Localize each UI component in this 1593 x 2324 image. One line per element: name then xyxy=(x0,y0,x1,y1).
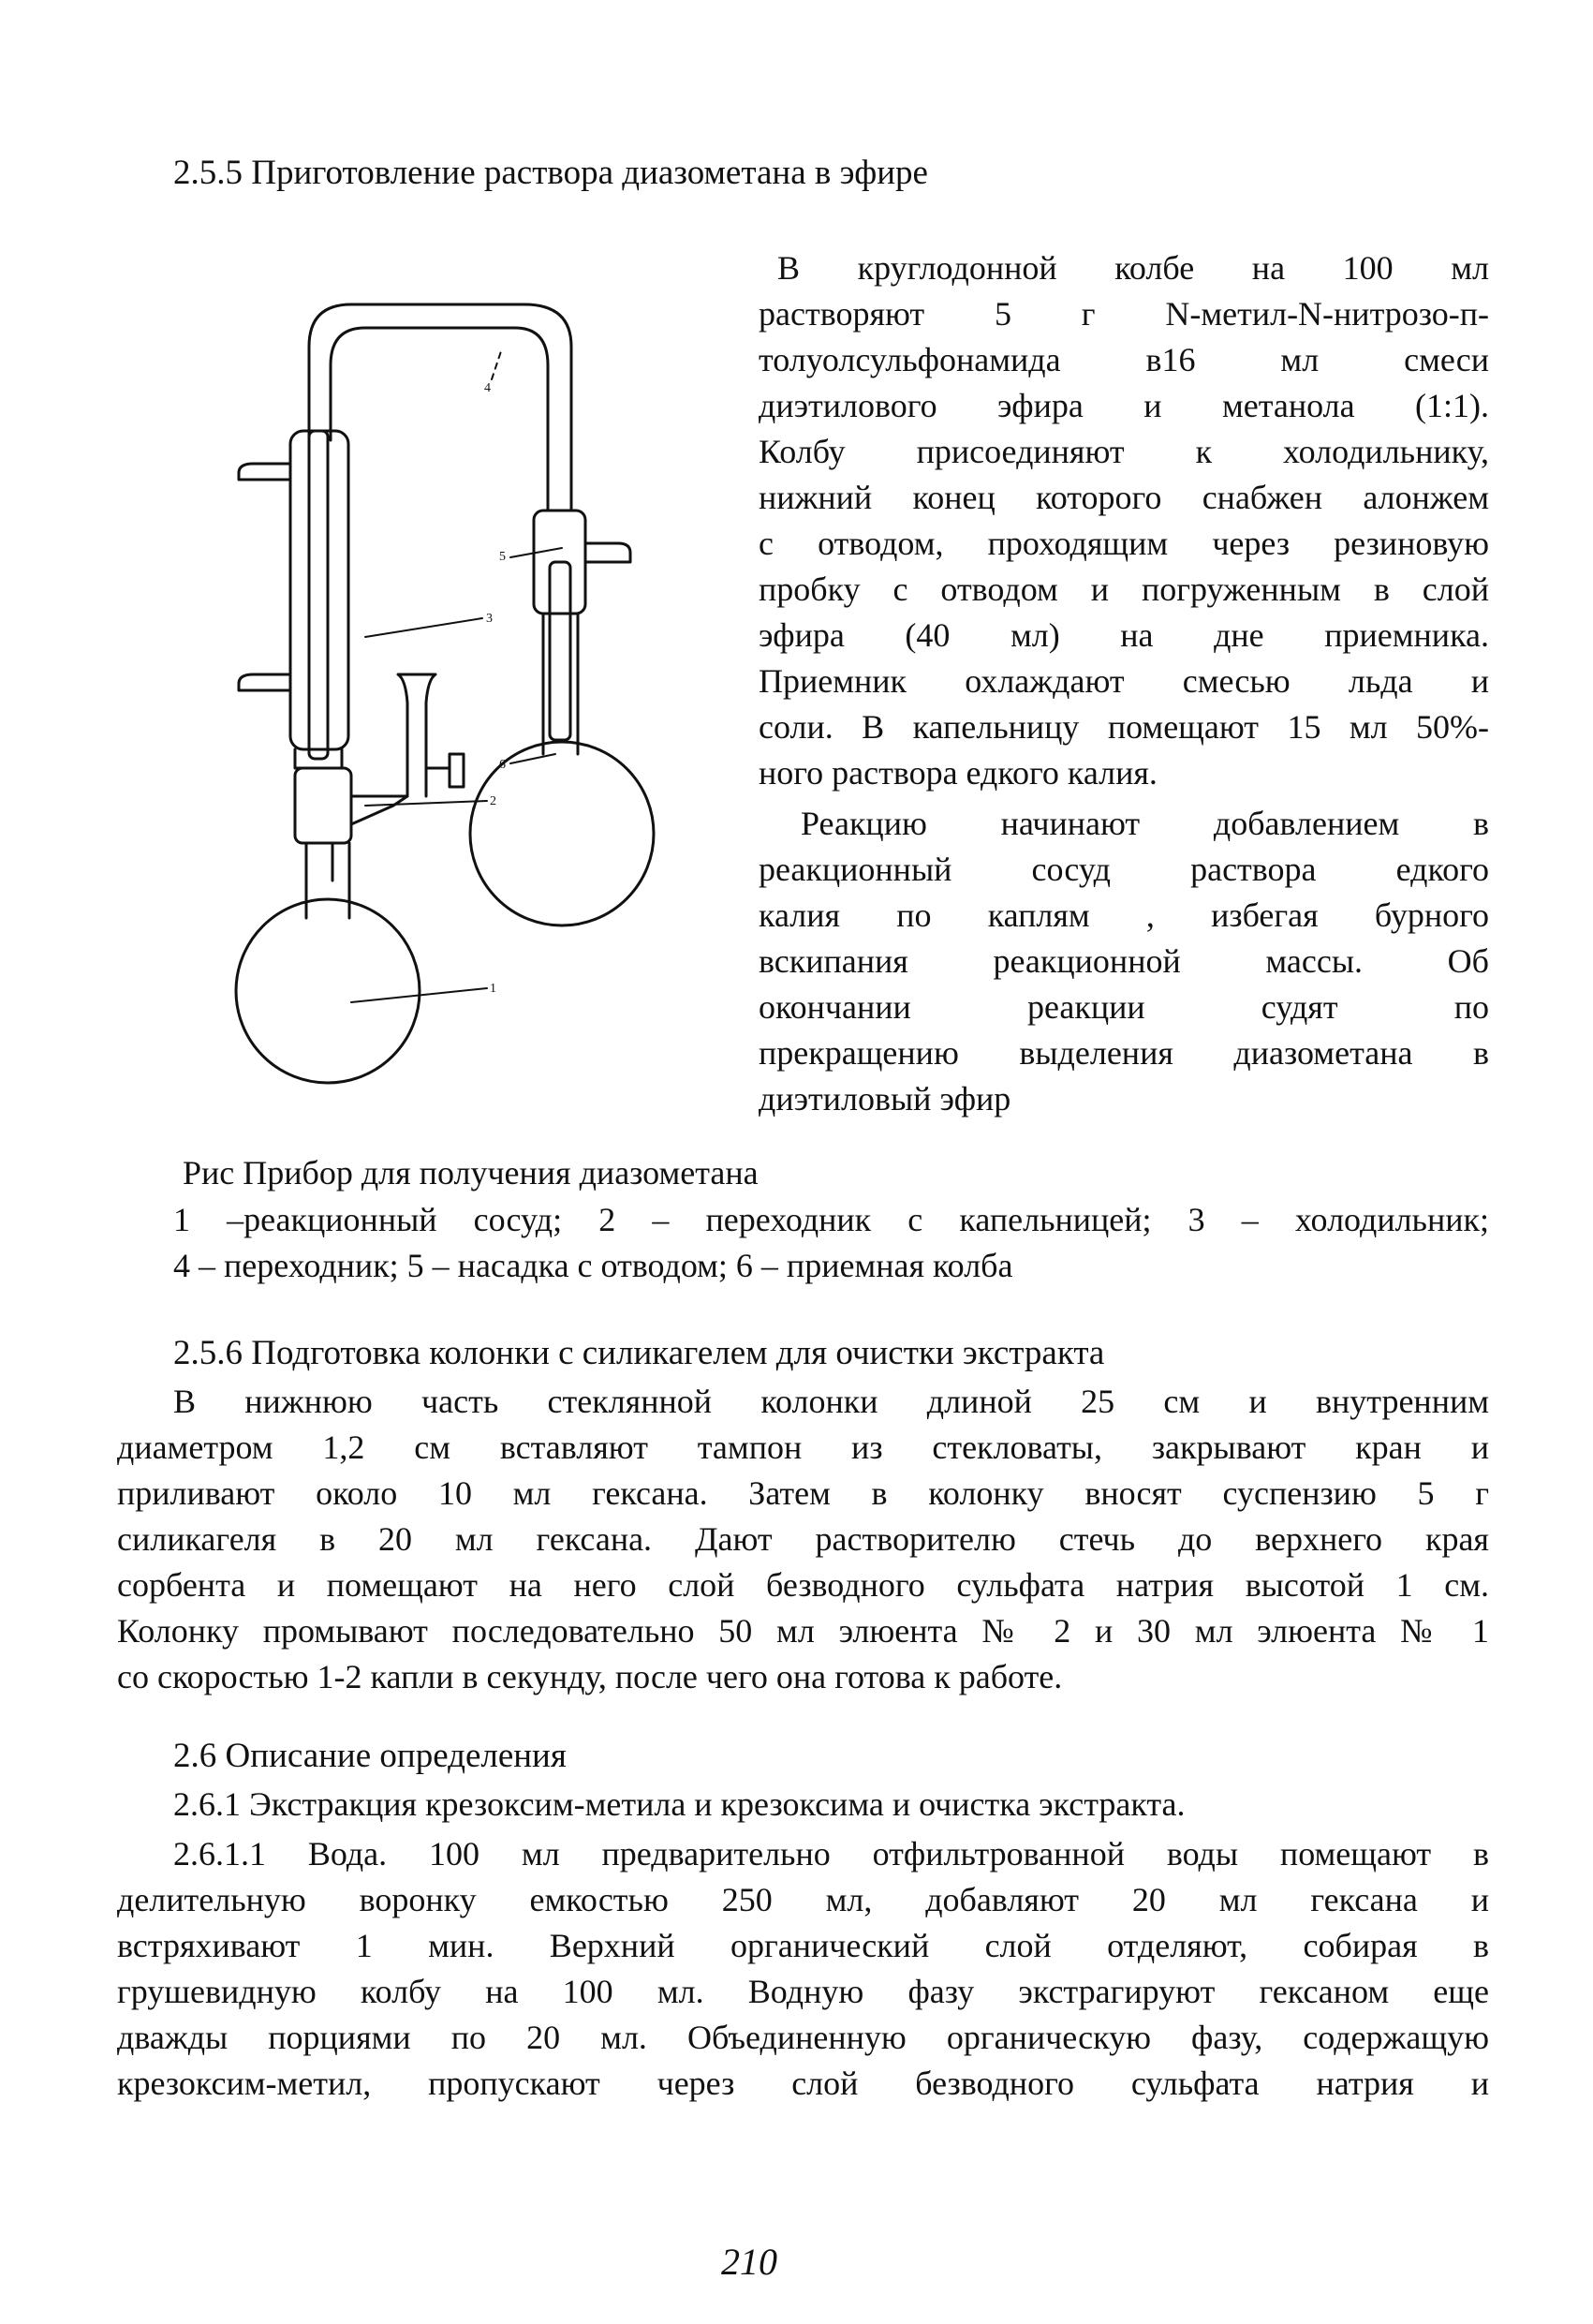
text-line: В круглодонной колбе на 100 мл xyxy=(777,249,1489,287)
text-line: со скоростью 1-2 капли в секунду, после чего она готова к работе. xyxy=(117,1658,1063,1695)
leader-line xyxy=(510,548,562,557)
text-line: окончании реакции судят по xyxy=(759,988,1489,1026)
text-line: Колонку промывают последовательно 50 мл элюента № 2 и 30 мл элюента № 1 xyxy=(117,1612,1489,1650)
text-line: грушевидную колбу на 100 мл. Водную фазу экстрагируют гексаном еще xyxy=(117,1973,1489,2010)
figure-caption: Рис Прибор для получения диазометана xyxy=(183,1154,759,1192)
leader-line xyxy=(365,801,487,806)
section-title-2-5-6: 2.5.6 Подготовка колонки с силикагелем для очистки экстракта xyxy=(173,1334,1105,1372)
text-line: 2.6.1.1 Вода. 100 мл предварительно отфильтрованной воды помещают в xyxy=(173,1835,1489,1873)
text-line: нижний конец которого снабжен алонжем xyxy=(759,479,1489,516)
text-line: с отводом, проходящим через резиновую xyxy=(759,525,1489,562)
text-line: диаметром 1,2 см вставляют тампон из стекловаты, закрывают кран и xyxy=(117,1428,1489,1466)
text-line: силикагеля в 20 мл гексана. Дают растворителю стечь до верхнего края xyxy=(117,1520,1489,1558)
apparatus-diagram xyxy=(201,281,726,1105)
text-line: реакционный сосуд раствора едкого xyxy=(759,851,1489,888)
text-line: крезоксим-метил, пропускают через слой безводного сульфата натрия и xyxy=(117,2065,1489,2102)
text-line: ного раствора едкого калия. xyxy=(759,754,1158,792)
condenser xyxy=(290,431,348,749)
condenser-outlet xyxy=(239,674,290,690)
text-line: растворяют 5 г N-метил-N-нитрозо-п- xyxy=(759,295,1489,333)
section-title-2-6: 2.6 Описание определения xyxy=(173,1737,567,1775)
figure-legend-line: 4 – переходник; 5 – насадка с отводом; 6 – приемная колба xyxy=(173,1247,1013,1284)
text-line: эфира (40 мл) на дне приемника. xyxy=(759,616,1489,654)
text-line: соли. В капельницу помещают 15 мл 50%- xyxy=(759,708,1489,746)
part-number-4: 4 xyxy=(484,381,491,395)
part-number-5: 5 xyxy=(499,550,506,564)
reaction-flask-neck xyxy=(306,843,349,918)
dropping-funnel xyxy=(351,674,435,796)
adapter xyxy=(295,768,351,843)
text-line: дважды порциями по 20 мл. Объединенную органическую фазу, содержащую xyxy=(117,2019,1489,2056)
text-line: Колбу присоединяют к холодильнику, xyxy=(759,433,1489,470)
text-line: вскипания реакционной массы. Об xyxy=(759,942,1489,980)
text-line: приливают около 10 мл гексана. Затем в колонку вносят суспензию 5 г xyxy=(117,1474,1489,1512)
page-number: 210 xyxy=(721,2241,777,2283)
leader-line xyxy=(365,618,482,637)
condenser-inner-tube xyxy=(309,431,328,759)
reaction-flask xyxy=(236,899,420,1083)
condenser-inlet xyxy=(239,464,290,480)
text-line: прекращению выделения диазометана в xyxy=(759,1034,1489,1072)
part-number-1: 1 xyxy=(490,982,496,996)
text-line: Приемник охлаждают смесью льда и xyxy=(759,662,1489,700)
text-line: В нижнюю часть стеклянной колонки длиной 25 см и внутренним xyxy=(173,1383,1489,1420)
leader-line xyxy=(510,754,555,763)
receiving-flask xyxy=(470,742,654,925)
figure-legend-line: 1 –реакционный сосуд; 2 – переходник с капельницей; 3 – холодильник; xyxy=(173,1201,1489,1238)
text-line: делительную воронку емкостью 250 мл, добавляют 20 мл гексана и xyxy=(117,1881,1489,1918)
leader-line xyxy=(492,351,501,379)
text-line: диэтиловый эфир xyxy=(759,1080,1011,1118)
part-number-3: 3 xyxy=(486,612,493,626)
text-line: диэтилового эфира и метанола (1:1). xyxy=(759,387,1489,424)
part-number-2: 2 xyxy=(490,794,496,808)
text-line: толуолсульфонамида в16 мл смеси xyxy=(759,341,1489,378)
text-line: калия по каплям , избегая бурного xyxy=(759,896,1489,934)
connecting-tube-inner xyxy=(331,328,548,511)
funnel-stopcock xyxy=(426,754,464,787)
text-line: пробку с отводом и погруженным в слой xyxy=(759,570,1489,608)
side-arm xyxy=(585,543,630,562)
text-line: Реакцию начинают добавлением в xyxy=(801,805,1489,842)
section-subtitle-2-6-1: 2.6.1 Экстракция крезоксим-метила и крезоксима и очистка экстракта. xyxy=(173,1785,1186,1823)
text-line: сорбента и помещают на него слой безводного сульфата натрия высотой 1 см. xyxy=(117,1566,1489,1604)
part-number-6: 6 xyxy=(499,758,506,772)
section-title-2-5-5: 2.5.5 Приготовление раствора диазометана в эфире xyxy=(173,154,928,192)
text-line: встряхивают 1 мин. Верхний органический слой отделяют, собирая в xyxy=(117,1927,1489,1964)
